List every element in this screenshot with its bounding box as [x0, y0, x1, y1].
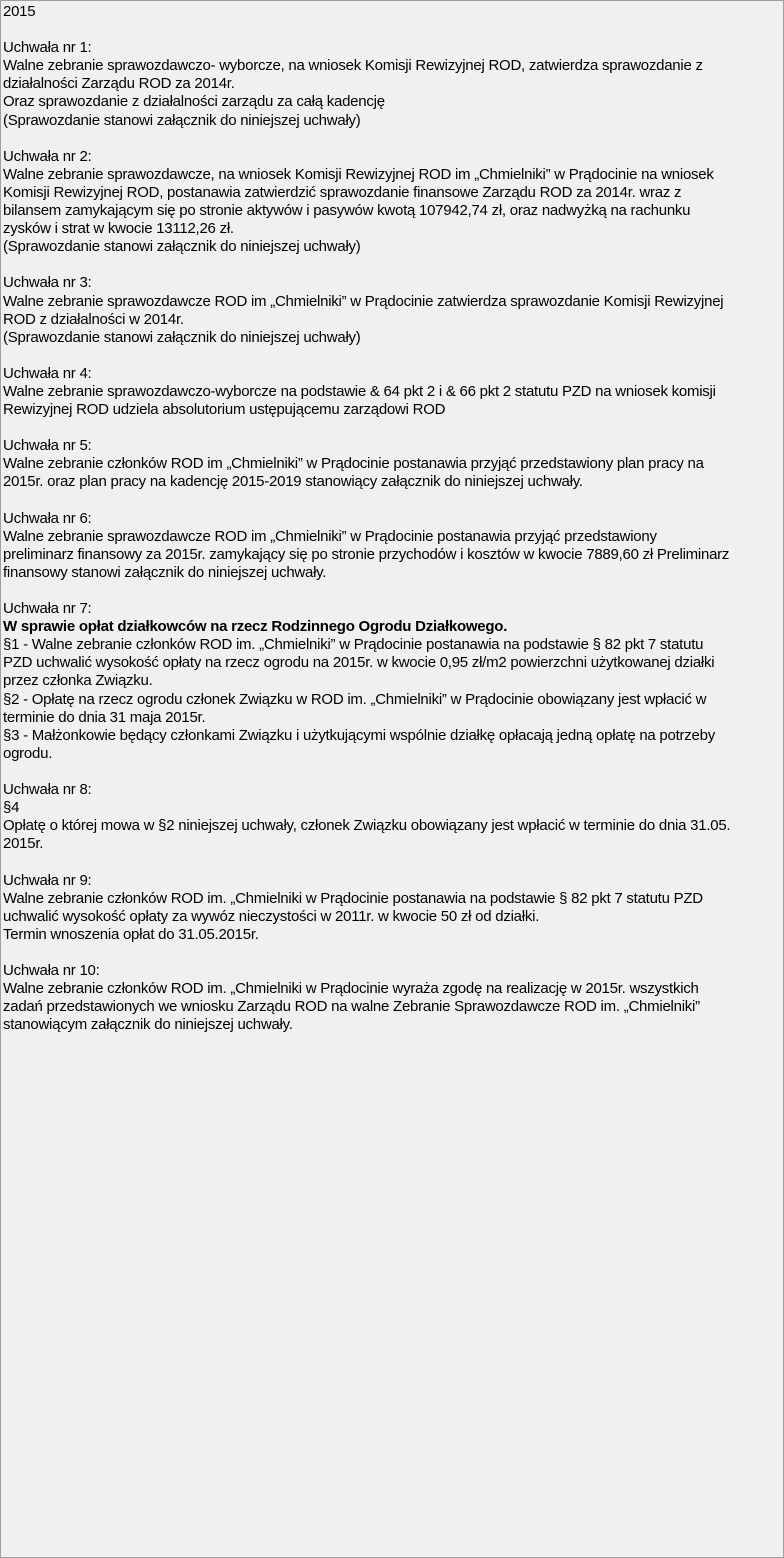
resolution-7	[3, 600, 783, 763]
spacer	[3, 763, 783, 781]
resolution-3	[3, 274, 783, 346]
resolution-line: preliminarz finansowy za 2015r. zamykający się po stronie przychodów i kosztów w kwocie 7889,60 zł Preliminarz	[3, 545, 730, 563]
resolution-line: (Sprawozdanie stanowi załącznik do niniejszej uchwały)	[3, 111, 361, 129]
resolution-line: Rewizyjnej ROD udziela absolutorium ustępującemu zarządowi ROD	[3, 401, 446, 419]
resolution-title: Uchwała nr 1:	[3, 39, 92, 57]
resolution-line: (Sprawozdanie stanowi załącznik do niniejszej uchwały)	[3, 328, 361, 346]
resolution-line: §2 - Opłatę na rzecz ogrodu członek Związku w ROD im. „Chmielniki” w Prądocinie obowiązany jest wpłacić w	[3, 690, 707, 708]
resolution-line: finansowy stanowi załącznik do niniejszej uchwały.	[3, 563, 327, 581]
resolution-title: Uchwała nr 7:	[3, 600, 92, 618]
resolution-title: Uchwała nr 8:	[3, 781, 92, 799]
spacer	[3, 21, 783, 39]
spacer	[3, 853, 783, 871]
resolution-line: Walne zebranie sprawozdawcze, na wniosek Komisji Rewizyjnej ROD im „Chmielniki” w Prądocinie na wniosek	[3, 165, 714, 183]
spacer	[3, 944, 783, 962]
resolution-6	[3, 510, 783, 582]
resolution-line: Walne zebranie sprawozdawcze ROD im „Chmielniki” w Prądocinie postanawia przyjąć przedstawiony	[3, 527, 657, 545]
resolution-line: uchwalić wysokość opłaty za wywóz nieczystości w 2011r. w kwocie 50 zł od działki.	[3, 907, 540, 925]
resolution-line: Komisji Rewizyjnej ROD, postanawia zatwierdzić sprawozdanie finansowe Zarządu ROD za 2014r. wraz z	[3, 183, 682, 201]
resolution-title: Uchwała nr 9:	[3, 871, 92, 889]
resolution-line: przez członka Związku.	[3, 672, 153, 690]
resolution-line: Walne zebranie sprawozdawczo- wyborcze, na wniosek Komisji Rewizyjnej ROD, zatwierdza sprawozdanie z	[3, 57, 703, 75]
resolution-title: Uchwała nr 10:	[3, 961, 100, 979]
resolution-line: Walne zebranie członków ROD im. „Chmielniki w Prądocinie wyraża zgodę na realizację w 2015r. wszystkich	[3, 980, 699, 998]
resolution-line: Opłatę o której mowa w §2 niniejszej uchwały, członek Związku obowiązany jest wpłacić w terminie do dnia 31.05.	[3, 817, 731, 835]
resolution-line: Walne zebranie członków ROD im „Chmielniki” w Prądocinie postanawia przyjąć przedstawiony plan pracy na	[3, 455, 704, 473]
resolution-title: Uchwała nr 3:	[3, 274, 92, 292]
resolution-line: §3 - Małżonkowie będący członkami Związku i użytkującymi wspólnie działkę opłacają jedną opłatę na potrzeby	[3, 726, 715, 744]
resolution-line: 2015r.	[3, 835, 44, 853]
resolution-title: Uchwała nr 2:	[3, 147, 92, 165]
resolution-line: Oraz sprawozdanie z działalności zarządu za całą kadencję	[3, 93, 385, 111]
resolution-5	[3, 437, 783, 491]
spacer	[3, 419, 783, 437]
resolution-line: zadań przedstawionych we wniosku Zarządu ROD na walne Zebranie Sprawozdawcze ROD im. „Chmielniki”	[3, 998, 700, 1016]
resolution-10	[3, 962, 783, 1034]
resolution-line: stanowiącym załącznik do niniejszej uchwały.	[3, 1016, 293, 1034]
resolution-line: zysków i strat w kwocie 13112,26 zł.	[3, 220, 234, 238]
resolution-line: ROD z działalności w 2014r.	[3, 310, 184, 328]
spacer	[3, 256, 783, 274]
resolution-line: §1 - Walne zebranie członków ROD im. „Chmielniki” w Prądocinie postanawia na podstawie § 82 pkt 7 statutu	[3, 636, 704, 654]
resolution-line: 2015r. oraz plan pracy na kadencję 2015-2019 stanowiący załącznik do niniejszej uchwały.	[3, 473, 583, 491]
resolution-heading: W sprawie opłat działkowców na rzecz Rodzinnego Ogrodu Działkowego.	[3, 618, 508, 636]
spacer	[3, 582, 783, 600]
resolution-9	[3, 872, 783, 944]
resolution-line: działalności Zarządu ROD za 2014r.	[3, 75, 235, 93]
resolution-title: Uchwała nr 6:	[3, 509, 92, 527]
spacer	[3, 130, 783, 148]
resolution-line: Termin wnoszenia opłat do 31.05.2015r.	[3, 925, 259, 943]
spacer	[3, 347, 783, 365]
document-text	[3, 3, 783, 1034]
resolution-1	[3, 39, 783, 129]
resolution-title: Uchwała nr 4:	[3, 364, 92, 382]
resolution-line: §4	[3, 799, 20, 817]
resolution-line: PZD uchwalić wysokość opłaty na rzecz ogrodu na 2015r. w kwocie 0,95 zł/m2 powierzchni użytkowanej działki	[3, 654, 715, 672]
resolution-line: terminie do dnia 31 maja 2015r.	[3, 708, 206, 726]
resolution-line: bilansem zamykającym się po stronie aktywów i pasywów kwotą 107942,74 zł, oraz nadwyżką na rachunku	[3, 202, 691, 220]
resolution-line: ogrodu.	[3, 744, 53, 762]
resolution-line: Walne zebranie członków ROD im. „Chmielniki w Prądocinie postanawia na podstawie § 82 pkt 7 statutu PZD	[3, 889, 703, 907]
resolution-2	[3, 148, 783, 257]
spacer	[3, 492, 783, 510]
resolution-line: (Sprawozdanie stanowi załącznik do niniejszej uchwały)	[3, 238, 361, 256]
resolution-line: Walne zebranie sprawozdawcze ROD im „Chmielniki” w Prądocinie zatwierdza sprawozdanie Komisji Rewizyjnej	[3, 292, 724, 310]
resolution-4	[3, 365, 783, 419]
resolution-line: Walne zebranie sprawozdawczo-wyborcze na podstawie & 64 pkt 2 i & 66 pkt 2 statutu PZD na wniosek komisji	[3, 382, 716, 400]
document-year: 2015	[3, 3, 36, 20]
resolution-8	[3, 781, 783, 853]
resolution-title: Uchwała nr 5:	[3, 437, 92, 455]
